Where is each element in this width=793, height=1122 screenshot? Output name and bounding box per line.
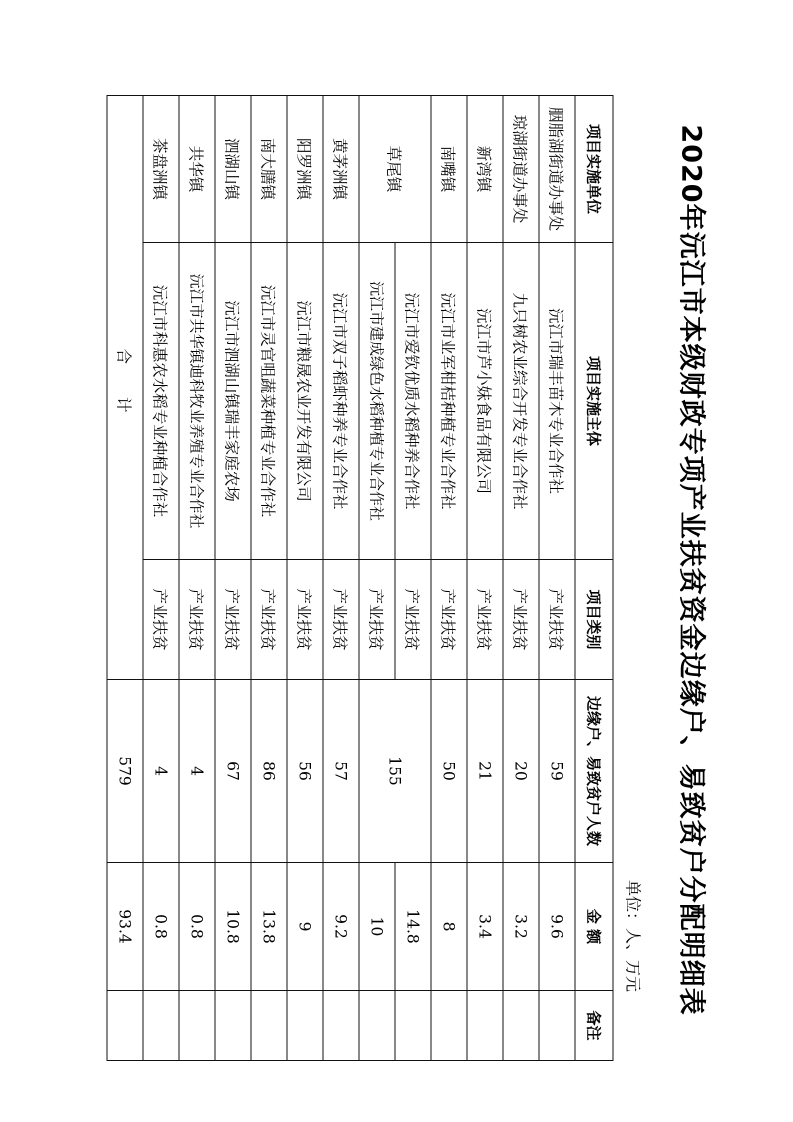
cell-amount: 13.8 (251, 863, 287, 991)
cell-amount: 9 (287, 863, 323, 991)
cell-entity: 沅江市科惠农水稻专业种植合作社 (143, 243, 179, 560)
cell-people: 59 (539, 680, 575, 863)
cell-note (395, 991, 431, 1061)
table-row (503, 96, 539, 1061)
cell-amount: 0.8 (179, 863, 215, 991)
header-note: 备注 (575, 991, 613, 1061)
table-row (395, 96, 431, 1061)
cell-category: 产业扶贫 (539, 560, 575, 680)
cell-people: 4 (179, 680, 215, 863)
allocation-table (106, 95, 613, 1061)
cell-people: 86 (251, 680, 287, 863)
table-row (431, 96, 467, 1061)
cell-category: 产业扶贫 (431, 560, 467, 680)
cell-category: 产业扶贫 (395, 560, 431, 680)
cell-amount: 0.8 (143, 863, 179, 991)
cell-people: 21 (467, 680, 503, 863)
cell-unit: 黄茅洲镇 (323, 96, 359, 243)
cell-note (251, 991, 287, 1061)
table-header-row (575, 96, 613, 1061)
cell-category: 产业扶贫 (323, 560, 359, 680)
table-row (323, 96, 359, 1061)
header-entity: 项目实施主体 (575, 243, 613, 560)
table-row (143, 96, 179, 1061)
cell-people: 56 (287, 680, 323, 863)
cell-category: 产业扶贫 (503, 560, 539, 680)
cell-unit-merged: 草尾镇 (359, 96, 431, 243)
cell-category: 产业扶贫 (251, 560, 287, 680)
cell-category: 产业扶贫 (215, 560, 251, 680)
cell-entity: 沅江市共华镇迪科牧业养殖专业合作社 (179, 243, 215, 560)
cell-note (215, 991, 251, 1061)
cell-note (503, 991, 539, 1061)
header-amount: 金 额 (575, 863, 613, 991)
cell-amount: 9.2 (323, 863, 359, 991)
cell-amount: 10 (359, 863, 395, 991)
cell-unit: 共华镇 (179, 96, 215, 243)
cell-unit: 胭脂湖街道办事处 (539, 96, 575, 243)
cell-amount: 10.8 (215, 863, 251, 991)
cell-entity: 沅江市瑞丰苗木专业合作社 (539, 243, 575, 560)
cell-category: 产业扶贫 (359, 560, 395, 680)
cell-unit: 新湾镇 (467, 96, 503, 243)
cell-entity: 沅江市泗湖山镇瑞丰家庭农场 (215, 243, 251, 560)
cell-amount: 9.6 (539, 863, 575, 991)
header-category: 项目类别 (575, 560, 613, 680)
cell-entity: 沅江市粮晟农业开发有限公司 (287, 243, 323, 560)
table-row (251, 96, 287, 1061)
unit-label: 单位：人、万元 (623, 879, 642, 992)
cell-category: 产业扶贫 (143, 560, 179, 680)
total-people: 579 (107, 680, 143, 863)
cell-entity: 沅江市爱钦优质水稻种养合作社 (395, 243, 431, 560)
cell-note (431, 991, 467, 1061)
cell-note (467, 991, 503, 1061)
cell-people-merged: 155 (359, 680, 431, 863)
cell-people: 20 (503, 680, 539, 863)
table-row (179, 96, 215, 1061)
cell-note (323, 991, 359, 1061)
cell-category: 产业扶贫 (179, 560, 215, 680)
cell-unit: 南嘴镇 (431, 96, 467, 243)
header-people: 边缘户、易致贫户人数 (575, 680, 613, 863)
document-title: 2020年沅江市本级财政专项产业扶贫资金边缘户、易致贫户分配明细表 (675, 124, 706, 1016)
total-note (107, 991, 143, 1061)
table-row (215, 96, 251, 1061)
cell-unit: 泗湖山镇 (215, 96, 251, 243)
cell-amount: 14.8 (395, 863, 431, 991)
cell-category: 产业扶贫 (467, 560, 503, 680)
cell-category: 产业扶贫 (287, 560, 323, 680)
table-row (467, 96, 503, 1061)
cell-note (287, 991, 323, 1061)
cell-amount: 8 (431, 863, 467, 991)
cell-unit: 琼湖街道办事处 (503, 96, 539, 243)
cell-note (143, 991, 179, 1061)
total-label: 合 计 (107, 96, 143, 680)
header-unit: 项目实施单位 (575, 96, 613, 243)
cell-people: 67 (215, 680, 251, 863)
cell-entity: 沅江市双子稻虾种养专业合作社 (323, 243, 359, 560)
cell-unit: 南大膳镇 (251, 96, 287, 243)
cell-entity: 沅江市芦小妹食品有限公司 (467, 243, 503, 560)
cell-unit: 茶盘洲镇 (143, 96, 179, 243)
table-total-row (107, 96, 143, 1061)
cell-note (179, 991, 215, 1061)
cell-unit: 阳罗洲镇 (287, 96, 323, 243)
cell-people: 4 (143, 680, 179, 863)
cell-entity: 沅江市灵官咀蔬菜种植专业合作社 (251, 243, 287, 560)
table-row (287, 96, 323, 1061)
cell-amount: 3.4 (467, 863, 503, 991)
cell-people: 57 (323, 680, 359, 863)
cell-people: 50 (431, 680, 467, 863)
cell-amount: 3.2 (503, 863, 539, 991)
cell-note (539, 991, 575, 1061)
cell-entity: 九只树农业综合开发专业合作社 (503, 243, 539, 560)
cell-entity: 沅江市业军柑桔种植专业合作社 (431, 243, 467, 560)
cell-entity: 沅江市建成绿色水稻种植专业合作社 (359, 243, 395, 560)
total-amount: 93.4 (107, 863, 143, 991)
cell-note (359, 991, 395, 1061)
table-row (539, 96, 575, 1061)
